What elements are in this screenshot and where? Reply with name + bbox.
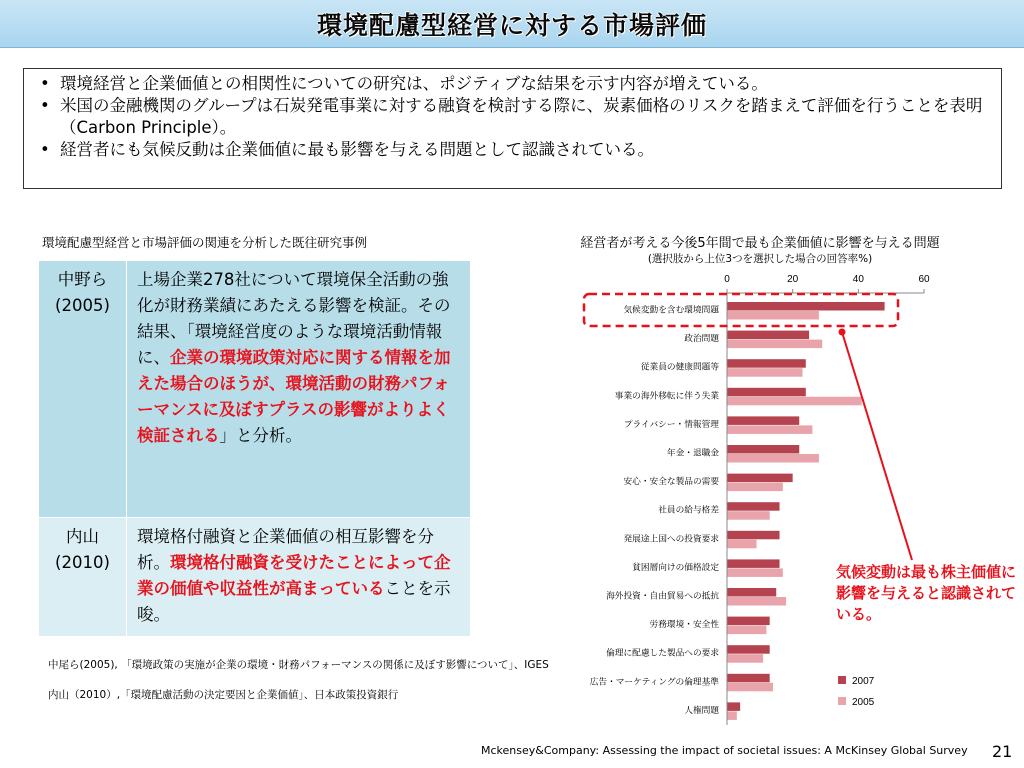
studies-caption: 環境配慮型経営と市場評価の関連を分析した既往研究事例 (42, 235, 368, 250)
bar-2007 (727, 559, 780, 568)
study-description (126, 518, 470, 637)
legend-swatch (838, 676, 846, 684)
legend-label: 2007 (852, 676, 875, 687)
summary-list (38, 73, 991, 161)
legend-label: 2005 (852, 697, 875, 708)
bar-2005 (727, 425, 812, 434)
study-text: 上場企業278社について環境保全活動の強化が財務業績にあたえる影響を検証。その結果、「環境経営度のような環境活動情報に、 (136, 270, 451, 367)
study-author: 内山 (65, 527, 99, 546)
category-label: 安心・安全な製品の需要 (623, 477, 719, 488)
chart-subtitle: (選択肢から上位3つを選択した場合の回答率%) (647, 253, 873, 265)
bar-2007 (727, 445, 799, 454)
bar-2005 (727, 311, 819, 320)
study-author-cell (39, 261, 127, 518)
bar-2005 (727, 340, 822, 349)
bar-2007 (727, 331, 809, 340)
category-label: 倫理に配慮した製品への要求 (606, 648, 719, 659)
category-label: 政治問題 (684, 334, 719, 345)
study-author-cell (39, 518, 127, 637)
bar-2007 (727, 474, 793, 483)
slide-title: 環境配慮型経営に対する市場評価 (316, 10, 707, 40)
category-label: 広告・マーケティングの倫理基準 (589, 677, 719, 688)
bar-2005 (727, 511, 770, 520)
bar-2007 (727, 702, 740, 711)
x-tick-label: 60 (918, 274, 930, 285)
summary-box (23, 68, 1002, 189)
study-text: 」と分析。 (219, 426, 302, 445)
bar-2005 (727, 711, 737, 720)
bar-2005 (727, 568, 783, 577)
bar-2005 (727, 368, 803, 377)
table-row (39, 518, 471, 637)
category-label: 事業の海外移転に伴う失業 (614, 391, 719, 402)
bar-2005 (727, 626, 766, 635)
page-number: 21 (992, 742, 1013, 761)
study-year: (2005) (55, 296, 110, 315)
reference-item: 内山（2010）,「環境配慮活動の決定要因と企業価値」、日本政策投資銀行 (48, 689, 399, 701)
study-highlight-text: 企業の環境政策対応に関する情報を加えた場合のほうが、環境活動の財務パフォーマンスに及ぼすプラスの影響がよりよく検証される (136, 348, 451, 445)
study-author: 中野ら (57, 270, 108, 289)
study-text: 環境格付融資と企業価値の相互影響を分析。 (136, 527, 434, 572)
table-row (39, 261, 471, 518)
x-tick-label: 0 (724, 274, 730, 285)
references (48, 657, 549, 717)
reference-item: 中尾ら(2005), 「環境政策の実施が企業の環境・財務パフォーマンスの関係に及ぼす影響について」、IGES (48, 659, 549, 671)
bar-2007 (727, 416, 799, 425)
category-label: 人権問題 (684, 705, 719, 716)
bar-2007 (727, 645, 770, 654)
bar-2005 (727, 597, 786, 606)
category-label: 労務環境・安全性 (649, 620, 719, 631)
summary-bullet: • 米国の金融機関のグループは石炭発電事業に対する融資を検討する際に、炭素価格のリスクを踏まえて評価を行うことを表明（Carbon Principle）。 (38, 95, 991, 139)
x-tick-label: 20 (787, 274, 799, 285)
bar-2007 (727, 302, 885, 311)
chart-callout: 気候変動は最も株主価値に影響を与えると認識されている。 (836, 563, 1017, 623)
bar-2007 (727, 674, 770, 683)
category-label: 社員の給与格差 (658, 505, 719, 516)
bar-2007 (727, 502, 780, 511)
summary-bullet: • 経営者にも気候反動は企業価値に最も影響を与える問題として認識されている。 (38, 139, 991, 161)
summary-bullet: • 環境経営と企業価値との相関性についての研究は、ポジティブな結果を示す内容が増えている。 (38, 73, 991, 95)
bar-2007 (727, 359, 806, 368)
callout-connector (842, 332, 912, 560)
study-description (126, 261, 470, 518)
studies-table (38, 260, 471, 637)
category-label: プライバシー・情報管理 (623, 419, 719, 430)
bar-2005 (727, 397, 862, 406)
bar-2005 (727, 540, 757, 549)
category-label: 年金・退職金 (666, 448, 719, 459)
bar-2007 (727, 588, 776, 597)
category-label: 発展途上国への投資要求 (623, 534, 719, 545)
x-tick-label: 40 (852, 274, 864, 285)
source-citation: Mckensey&Company: Assessing the impact of societal issues: A McKinsey Global Survey (481, 744, 968, 757)
callout-dot (839, 329, 846, 336)
study-text: ことを示唆。 (136, 579, 451, 624)
category-label: 従業員の健康問題等 (640, 362, 719, 373)
bar-2005 (727, 683, 773, 692)
bar-2005 (727, 483, 783, 492)
bar-2007 (727, 388, 806, 397)
category-label: 気候変動を含む環境問題 (623, 305, 719, 316)
bar-2007 (727, 617, 770, 626)
bar-2007 (727, 531, 780, 540)
chart-title: 経営者が考える今後5年間で最も企業価値に影響を与える問題 (580, 236, 940, 251)
bar-2005 (727, 654, 763, 663)
title-bar (0, 0, 1024, 48)
study-highlight-text: 環境格付融資を受けたことによって企業の価値や収益性が高まっている (136, 553, 451, 598)
category-label: 貧困層向けの価格設定 (632, 562, 719, 573)
legend-swatch (838, 697, 846, 705)
bar-2005 (727, 454, 819, 463)
category-label: 海外投資・自由貿易への抵抗 (606, 591, 719, 602)
study-year: (2010) (55, 553, 110, 572)
